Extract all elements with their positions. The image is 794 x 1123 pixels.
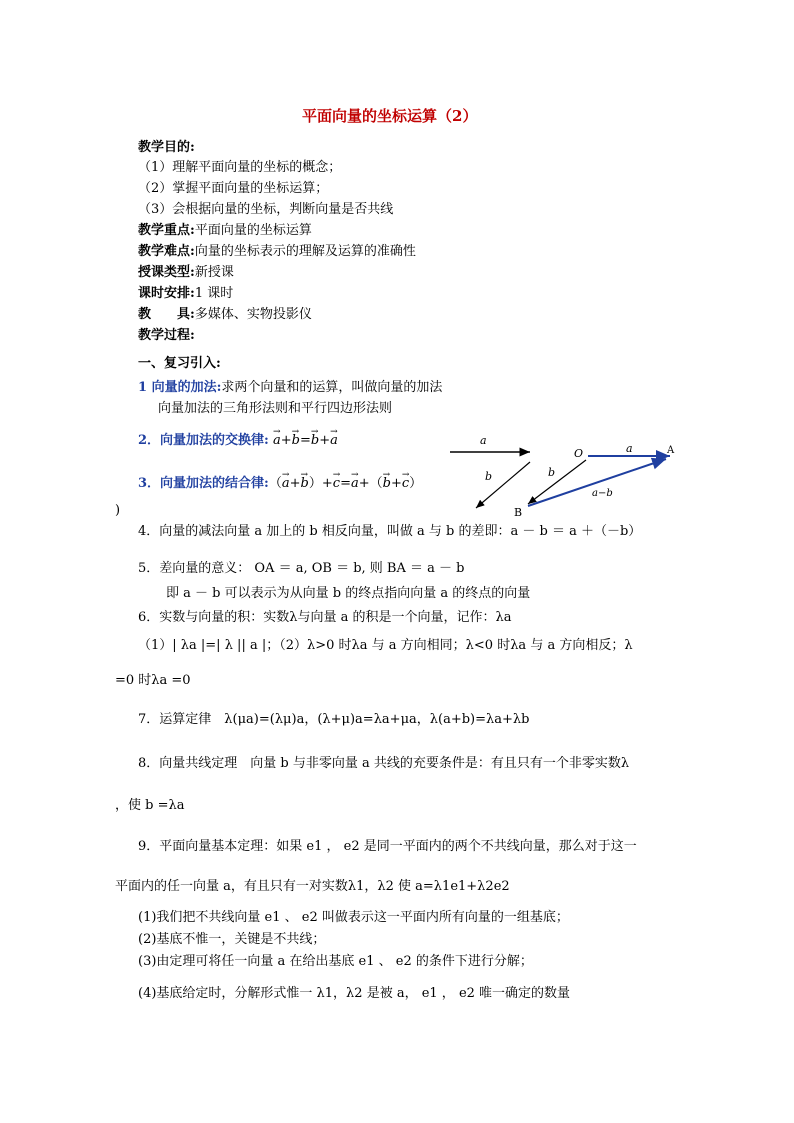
item-2: 2．向量加法的交换律: → a+→ b=→ b+→ a [138,432,338,450]
item-1-text: 求两个向量和的运算，叫做向量的加法 [221,380,443,395]
difficulty-line [138,243,416,261]
label-a-right: a [626,442,633,455]
label-A: A [667,445,675,456]
note-2: (2)基底不惟一，关键是不共线； [138,932,326,947]
item-2-label: 2．向量加法的交换律: [138,433,269,448]
item-6-line1: （1）| λa |=| λ || a |；（2）λ>0 时λa 与 a 方向相同；λ<0 时λa 与 a 方向相反；λ [138,638,633,653]
page-title: 平面向量的坐标运算（2） [302,107,478,125]
label-b-right: b [548,466,556,479]
item-7: 7．运算定律 λ(μa)=(λμ)a，(λ+μ)a=λa+μa，λ(a+b)=λa+λb [138,712,530,727]
objective-1: （1）理解平面向量的坐标的概念； [138,160,342,175]
item-3: 3．向量加法的结合律:（→ a+→ b）+→ c=→ a+（→ b+→ c） [138,475,422,493]
item-6-line2: =0 时λa =0 [115,673,191,688]
item-1-sub: 向量加法的三角形法则和平行四边形法则 [158,401,393,416]
tools-label: 教 具: [138,307,195,322]
vector-diagram [440,430,690,520]
objective-3: （3）会根据向量的坐标，判断向量是否共线 [138,202,394,217]
label-a-minus-b: a−b [592,488,613,499]
type-text: 新授课 [194,265,234,280]
hours-label: 课时安排: [138,286,195,301]
type-label: 授课类型: [138,265,195,280]
item-6: 6．实数与向量的积：实数λ与向量 a 的积是一个向量，记作：λa [138,610,512,625]
item-3-label: 3．向量加法的结合律: [138,476,269,491]
vector-OB [528,460,586,504]
label-a-left: a [480,434,487,447]
item-3-close: ) [115,503,121,518]
note-3: (3)由定理可将任一向量 a 在给出基底 e1 、 e2 的条件下进行分解； [138,954,533,969]
process-label: 教学过程: [138,328,195,343]
tools-text: 多媒体、实物投影仪 [194,307,312,322]
focus-text: 平面向量的坐标运算 [194,223,312,238]
tools-line [138,306,312,324]
item-9-line1: 9．平面向量基本定理：如果 e1 ， e2 是同一平面内的两个不共线向量，那么对于这一 [138,839,637,854]
objective-2: （2）掌握平面向量的坐标运算； [138,181,329,196]
item-8-line2: ，使 b =λa [115,798,185,813]
label-B: B [514,506,523,519]
label-b-left: b [485,470,493,483]
item-9-line2: 平面内的任一向量 a，有且只有一对实数λ1，λ2 使 a=λ1e1+λ2e2 [115,879,510,894]
objective-heading: 教学目的: [138,140,195,155]
label-O: O [574,447,584,460]
vector-b-left [476,462,530,508]
note-1: (1)我们把不共线向量 e1 、 e2 叫做表示这一平面内所有向量的一组基底； [138,910,569,925]
item-1-label: 1 向量的加法: [138,380,222,395]
item-5: 5．差向量的意义： OA ＝ a, OB ＝ b, 则 BA ＝ a － b [138,561,465,576]
hours-text: 1 课时 [194,286,234,301]
difficulty-text: 向量的坐标表示的理解及运算的准确性 [194,244,416,259]
section-review: 一、复习引入: [138,356,221,371]
type-line [138,264,234,282]
hours-line [138,285,233,303]
note-4: (4)基底给定时，分解形式惟一 λ1，λ2 是被 a， e1 ， e2 唯一确定的数量 [138,986,571,1001]
difficulty-label: 教学难点: [138,244,195,259]
item-5-sub: 即 a － b 可以表示为从向量 b 的终点指向向量 a 的终点的向量 [166,586,531,601]
item-4: 4．向量的减法向量 a 加上的 b 相反向量，叫做 a 与 b 的差即：a － b ＝ a ＋（－b） [138,524,642,539]
focus-label: 教学重点: [138,223,195,238]
item-8-line1: 8．向量共线定理 向量 b 与非零向量 a 共线的充要条件是：有且只有一个非零实数λ [138,756,630,771]
focus-line [138,222,312,240]
item-1 [138,379,442,397]
